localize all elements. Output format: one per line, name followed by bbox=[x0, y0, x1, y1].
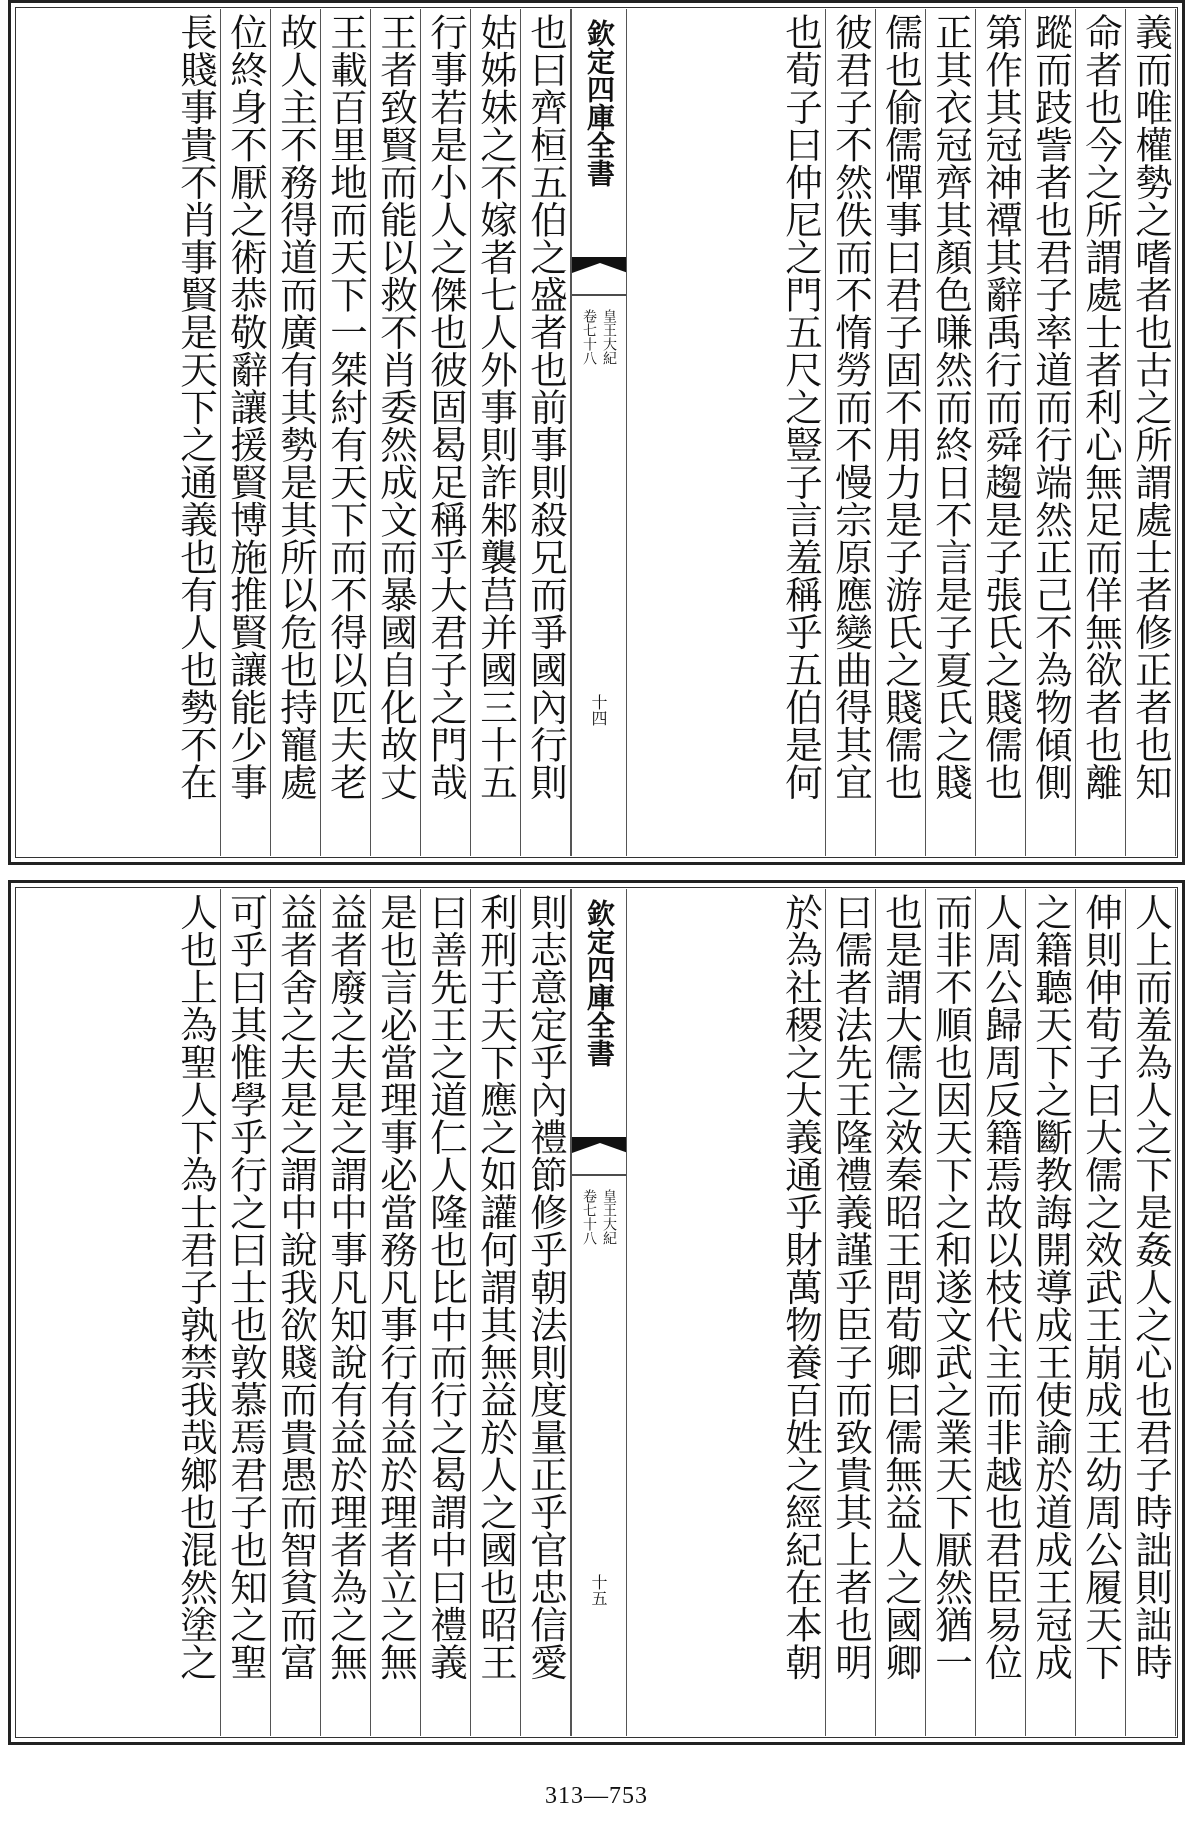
text-column bbox=[876, 889, 926, 1736]
text-column bbox=[471, 9, 521, 856]
column-text: 也曰齊桓五伯之盛者也前事則殺兄而爭國內行則 bbox=[524, 13, 568, 801]
column-text: 利刑于天下應之如讙何謂其無益於人之國也昭王 bbox=[474, 893, 518, 1681]
column-text: 人也上為聖人下為士君子孰禁我哉鄉也混然塗之 bbox=[174, 893, 218, 1681]
text-column bbox=[321, 889, 371, 1736]
column-text: 人周公歸周反籍焉故以枝代主而非越也君臣易位 bbox=[979, 893, 1023, 1681]
text-column bbox=[1076, 889, 1126, 1736]
text-column bbox=[976, 889, 1026, 1736]
column-text: 第作其冠神禫其辭禹行而舜趨是子張氏之賤儒也 bbox=[979, 13, 1023, 801]
column-text: 義而唯權勢之嗜者也古之所謂處士者修正者也知 bbox=[1129, 13, 1173, 801]
fishtail-mark bbox=[572, 1137, 627, 1177]
text-column bbox=[926, 9, 976, 856]
column-text: 人上而羞為人之下是姦人之心也君子時詘則詘時 bbox=[1129, 893, 1173, 1681]
column-text: 正其衣冠齊其顏色嗛然而終日不言是子夏氏之賤 bbox=[929, 13, 973, 801]
column-text: 是也言必當理事必當務凡事行有益於理者立之無 bbox=[374, 893, 418, 1681]
bottom-page-block bbox=[8, 880, 1185, 1745]
text-column bbox=[221, 889, 271, 1736]
fishtail-mark bbox=[572, 257, 627, 297]
text-column bbox=[521, 9, 571, 856]
text-column bbox=[926, 889, 976, 1736]
text-column bbox=[171, 889, 221, 1736]
text-column bbox=[826, 9, 876, 856]
juan-number: 卷七十八 bbox=[581, 1189, 597, 1245]
text-column bbox=[371, 889, 421, 1736]
text-column bbox=[1026, 889, 1076, 1736]
text-column bbox=[1076, 9, 1126, 856]
column-text: 也是謂大儒之效秦昭王問荀卿曰儒無益人之國卿 bbox=[879, 893, 923, 1681]
column-text: 於為社稷之大義通乎財萬物養百姓之經紀在本朝 bbox=[779, 893, 823, 1681]
library-title: 欽定四庫全書 bbox=[583, 899, 616, 1067]
folio-number: 十四 bbox=[589, 694, 608, 726]
column-text: 彼君子不然佚而不惰勞而不慢宗原應變曲得其宜 bbox=[829, 13, 873, 801]
center-fold-margin bbox=[571, 9, 627, 856]
column-text: 也荀子曰仲尼之門五尺之豎子言羞稱乎五伯是何 bbox=[779, 13, 823, 801]
column-text: 行事若是小人之傑也彼固曷足稱乎大君子之門哉 bbox=[424, 13, 468, 801]
page-number: 313—753 bbox=[545, 1783, 648, 1809]
text-column bbox=[221, 9, 271, 856]
column-text: 姑姊妹之不嫁者七人外事則詐邾襲莒并國三十五 bbox=[474, 13, 518, 801]
column-text: 益者廢之夫是之謂中事凡知說有益於理者為之無 bbox=[324, 893, 368, 1681]
text-column bbox=[271, 889, 321, 1736]
column-text: 可乎曰其惟學乎行之曰士也敦慕焉君子也知之聖 bbox=[224, 893, 268, 1681]
center-fold-margin bbox=[571, 889, 627, 1736]
book-title: 皇王大紀 bbox=[601, 1189, 617, 1245]
text-column bbox=[471, 889, 521, 1736]
column-text: 伸則伸荀子曰大儒之效武王崩成王幼周公履天下 bbox=[1079, 893, 1123, 1681]
text-column bbox=[321, 9, 371, 856]
juan-number: 卷七十八 bbox=[581, 309, 597, 365]
column-text: 之籍聽天下之斷教誨開導成王使諭於道成王冠成 bbox=[1029, 893, 1073, 1681]
column-text: 王者致賢而能以救不肖委然成文而暴國自化故丈 bbox=[374, 13, 418, 801]
column-text: 故人主不務得道而廣有其勢是其所以危也持寵處 bbox=[274, 13, 318, 801]
text-column bbox=[876, 9, 926, 856]
column-text: 曰善先王之道仁人隆也比中而行之曷謂中曰禮義 bbox=[424, 893, 468, 1681]
column-text: 位終身不厭之術恭敬辭讓援賢博施推賢讓能少事 bbox=[224, 13, 268, 801]
text-column bbox=[371, 9, 421, 856]
column-text: 曰儒者法先王隆禮義謹乎臣子而致貴其上者也明 bbox=[829, 893, 873, 1681]
text-column bbox=[776, 9, 826, 856]
text-column bbox=[1126, 889, 1176, 1736]
top-page-block bbox=[8, 0, 1185, 865]
column-text: 命者也今之所謂處士者利心無足而佯無欲者也離 bbox=[1079, 13, 1123, 801]
text-column bbox=[421, 889, 471, 1736]
text-column bbox=[271, 9, 321, 856]
text-column bbox=[421, 9, 471, 856]
column-text: 則志意定乎內禮節修乎朝法則度量正乎官忠信愛 bbox=[524, 893, 568, 1681]
text-column bbox=[1026, 9, 1076, 856]
text-column bbox=[171, 9, 221, 856]
library-title: 欽定四庫全書 bbox=[583, 19, 616, 187]
column-text: 而非不順也因天下之和遂文武之業天下厭然猶一 bbox=[929, 893, 973, 1681]
column-text: 蹤而跂訾者也君子率道而行端然正己不為物傾側 bbox=[1029, 13, 1073, 801]
text-column bbox=[776, 889, 826, 1736]
column-text: 王載百里地而天下一桀紂有天下而不得以匹夫老 bbox=[324, 13, 368, 801]
folio-number: 十五 bbox=[589, 1574, 608, 1606]
book-title: 皇王大紀 bbox=[601, 309, 617, 365]
text-column bbox=[976, 9, 1026, 856]
text-column bbox=[521, 889, 571, 1736]
text-column bbox=[826, 889, 876, 1736]
column-text: 儒也偷儒憚事曰君子固不用力是子游氏之賤儒也 bbox=[879, 13, 923, 801]
column-text: 長賤事貴不肖事賢是天下之通義也有人也勢不在 bbox=[174, 13, 218, 801]
column-text: 益者舍之夫是之謂中說我欲賤而貴愚而智貧而富 bbox=[274, 893, 318, 1681]
text-column bbox=[1126, 9, 1176, 856]
